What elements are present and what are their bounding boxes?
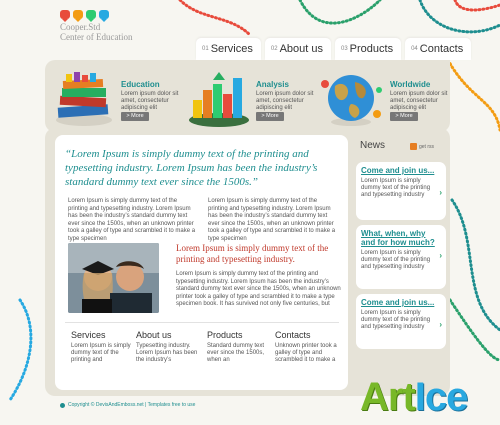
footer [60, 402, 195, 408]
footer-copyright[interactable]: Copyright © DevisAndEmboss.net | Templates free to use [68, 402, 196, 408]
watermark-logo [360, 377, 467, 417]
feature-title: Analysis [256, 80, 289, 89]
news-item-title[interactable]: Come and join us... [361, 298, 435, 307]
nav-label: Contacts [419, 43, 464, 55]
intro-quote: “Lorem Ipsum is simply dummy text of the printing and typesetting industry. Lorem Ipsum has been the industry’s standard dummy text ever since the 1500s.” [65, 148, 318, 188]
rss-icon [410, 143, 417, 150]
bottom-column-title[interactable]: Services [71, 330, 106, 340]
books-icon [48, 70, 120, 130]
logo-line-2: Center of Education [60, 32, 133, 42]
watermark-part-a: Art [360, 375, 415, 419]
logo-line-1: Cooper.Std [60, 22, 101, 32]
rss-link[interactable] [410, 143, 434, 150]
main-content [55, 135, 348, 390]
bottom-column-contacts [275, 330, 339, 364]
news-item [356, 225, 446, 289]
feature-title: Education [121, 80, 160, 89]
news-item-text: Lorem Ipsum is simply dummy text of the printing and typesetting industry [361, 310, 431, 330]
nav-item-contacts[interactable] [405, 38, 471, 60]
news-item-title[interactable]: Come and join us... [361, 166, 435, 175]
bottom-column-text: Lorem Ipsum is simply dummy text of the printing and [71, 343, 131, 363]
bottom-column-title[interactable]: Contacts [275, 330, 311, 340]
bottom-column-title[interactable]: About us [136, 330, 172, 340]
chevron-right-icon[interactable]: › [439, 188, 442, 197]
more-button[interactable]: > More [121, 112, 149, 121]
news-item-text: Lorem Ipsum is simply dummy text of the printing and typesetting industry [361, 250, 431, 270]
intro-column-left: Lorem Ipsum is simply dummy text of the printing and typesetting industry. Lorem Ipsum has been the industry’s standard dummy text ever since the 1500s, when an unknown printer took a galley of type and scrambled it to make a type specimen [68, 198, 196, 242]
main-nav [196, 38, 471, 60]
divider [65, 322, 339, 323]
rss-label: get rss [419, 143, 435, 150]
footer-bullet-icon [60, 403, 65, 408]
logo-speech-bubbles-icon [60, 10, 132, 19]
chevron-right-icon[interactable]: › [439, 251, 442, 260]
nav-number: 03 [340, 46, 348, 52]
feature-text: Lorem ipsum dolor sit amet, consectetur adipiscing elit [390, 91, 448, 111]
more-button-label: More [131, 113, 144, 119]
nav-number: 02 [270, 46, 278, 52]
more-button-label: More [400, 113, 413, 119]
intro-column-right: Lorem Ipsum is simply dummy text of the printing and typesetting industry. Lorem Ipsum has been the industry’s standard dummy text ever since the 1500s, when an unknown printer took a galley of type and scrambled it to make a type specimen [208, 198, 336, 242]
news-heading: News [360, 140, 386, 151]
bottom-column-products [207, 330, 271, 364]
bar-blocks-icon [183, 70, 255, 130]
bottom-column-text: Unknown printer took a galley of type and scrambled it to make a [275, 343, 337, 363]
news-item-title[interactable]: What, when, why and for how much? [361, 229, 435, 247]
news-item [356, 162, 446, 220]
chevron-right-icon[interactable]: › [439, 320, 442, 329]
nav-item-about-us[interactable] [265, 38, 331, 60]
news-item [356, 294, 446, 349]
nav-number: 01 [202, 46, 209, 52]
more-button-label: More [266, 113, 279, 119]
feature-text: Lorem ipsum dolor sit amet, consectetur adipiscing elit [256, 91, 314, 111]
bottom-column-text: Standard dummy text ever since the 1500s, when an [207, 343, 265, 363]
globe-icon [317, 70, 389, 130]
watermark-part-b: Ice [414, 375, 468, 419]
feature-title: Worldwide [390, 80, 431, 89]
bottom-column-about-us [136, 330, 200, 364]
bottom-column-title[interactable]: Products [207, 330, 243, 340]
section-heading: Lorem Ipsum is simply dummy text of the printing and typesetting industry. [176, 243, 329, 264]
feature-education [48, 70, 179, 130]
nav-label: Services [210, 43, 253, 55]
nav-label: Products [349, 43, 394, 55]
graduates-image [68, 243, 159, 313]
more-button[interactable]: > More [390, 112, 418, 121]
more-button[interactable]: > More [256, 112, 284, 121]
feature-worldwide [317, 70, 448, 130]
nav-number: 04 [411, 46, 418, 52]
site-logo[interactable] [60, 10, 132, 42]
nav-item-products[interactable] [335, 38, 401, 60]
bottom-column-services [71, 330, 135, 364]
nav-label: About us [279, 43, 323, 55]
feature-text: Lorem ipsum dolor sit amet, consectetur adipiscing elit [121, 91, 179, 111]
section-paragraph: Lorem Ipsum is simply dummy text of the printing and typesetting industry. Lorem Ipsum has been the industry’s standard dummy text ever since the 1500s, when an unknown printer took a galley of type and scrambled it to make a type specimen book. It has survived not only five centuries, but [176, 271, 341, 307]
graduates-photo [68, 243, 159, 313]
nav-item-services[interactable] [196, 38, 261, 60]
bottom-column-text: Typesetting industry. Lorem Ipsum has been the industry’s [136, 343, 198, 363]
news-item-text: Lorem Ipsum is simply dummy text of the printing and typesetting industry [361, 178, 431, 198]
feature-analysis [183, 70, 314, 130]
